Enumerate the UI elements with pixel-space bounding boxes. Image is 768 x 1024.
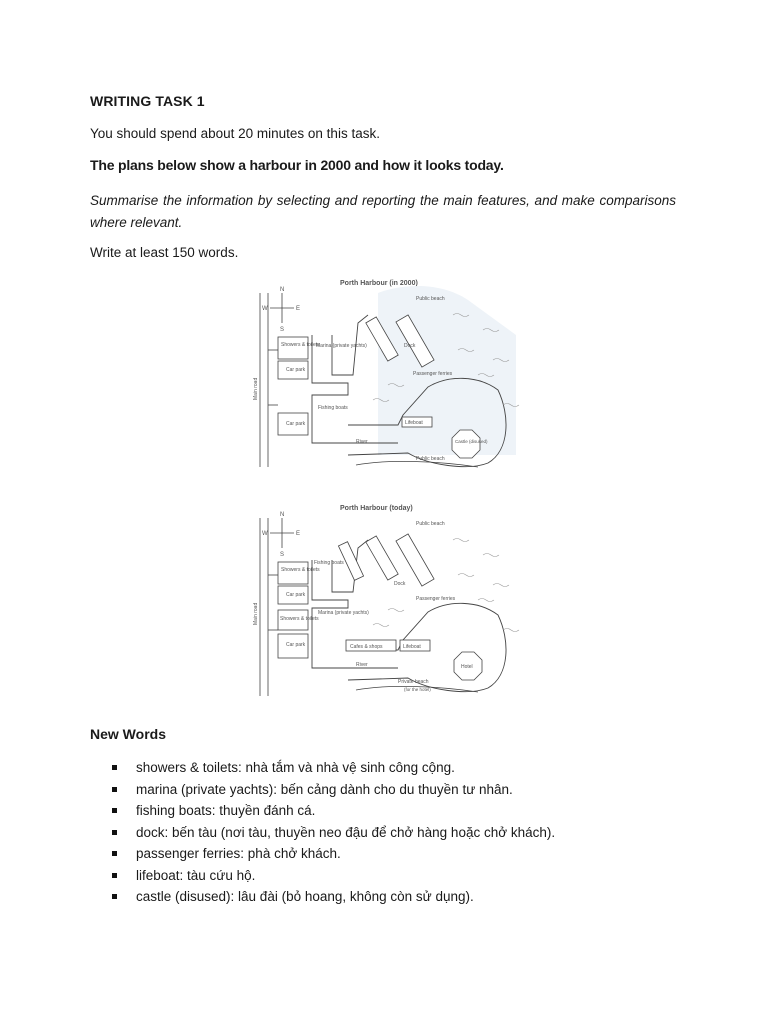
- svg-text:River: River: [356, 439, 368, 445]
- harbour-map-today: [248, 500, 520, 696]
- bullet-icon: [112, 787, 117, 792]
- svg-text:Showers & toilets: Showers & toilets: [281, 567, 320, 573]
- svg-text:Dock: Dock: [404, 343, 416, 349]
- new-words-list: [112, 757, 555, 908]
- svg-text:Castle (disused): Castle (disused): [455, 439, 488, 444]
- road-label: Main road: [253, 377, 259, 400]
- svg-text:N: N: [280, 287, 285, 293]
- svg-text:Public beach: Public beach: [416, 456, 445, 462]
- svg-text:Hotel: Hotel: [461, 664, 473, 670]
- svg-text:(for the hotel): (for the hotel): [404, 687, 431, 692]
- list-item: passenger ferries: phà chở khách.: [112, 843, 555, 865]
- bullet-icon: [112, 830, 117, 835]
- task-instruction: Summarise the information by selecting and reporting the main features, and make comparisons where relevant.: [90, 193, 676, 230]
- svg-text:Showers & toilets: Showers & toilets: [281, 342, 320, 348]
- svg-text:Private beach: Private beach: [398, 679, 429, 685]
- svg-text:S: S: [280, 327, 285, 333]
- svg-text:E: E: [296, 306, 301, 312]
- svg-text:Car park: Car park: [286, 367, 306, 373]
- svg-text:Car park: Car park: [286, 421, 306, 427]
- map-title: Porth Harbour (today): [340, 505, 413, 512]
- svg-text:Passenger ferries: Passenger ferries: [416, 596, 456, 602]
- svg-text:Marina (private yachts): Marina (private yachts): [316, 343, 367, 349]
- svg-text:Public beach: Public beach: [416, 521, 445, 527]
- list-item: fishing boats: thuyền đánh cá.: [112, 800, 555, 822]
- bullet-icon: [112, 808, 117, 813]
- bullet-icon: [112, 851, 117, 856]
- svg-text:Dock: Dock: [394, 581, 406, 587]
- task-prompt: The plans below show a harbour in 2000 and how it looks today.: [90, 157, 504, 173]
- svg-text:Car park: Car park: [286, 592, 306, 598]
- bullet-icon: [112, 765, 117, 770]
- svg-text:Marina (private yachts): Marina (private yachts): [318, 610, 369, 616]
- svg-text:Fishing boats: Fishing boats: [314, 560, 344, 566]
- svg-text:Showers & toilets: Showers & toilets: [280, 616, 319, 622]
- svg-text:Lifeboat: Lifeboat: [403, 644, 421, 650]
- task-heading: WRITING TASK 1: [90, 93, 205, 109]
- list-item: dock: bến tàu (nơi tàu, thuyền neo đậu để chở hàng hoặc chở khách).: [112, 822, 555, 844]
- svg-text:River: River: [356, 662, 368, 668]
- svg-text:S: S: [280, 552, 285, 558]
- time-instruction: You should spend about 20 minutes on this task.: [90, 126, 380, 141]
- svg-text:Public beach: Public beach: [416, 296, 445, 302]
- bullet-icon: [112, 894, 117, 899]
- svg-text:Car park: Car park: [286, 642, 306, 648]
- road-label: Main road: [253, 602, 259, 625]
- svg-text:Passenger ferries: Passenger ferries: [413, 371, 453, 377]
- new-words-heading: New Words: [90, 726, 166, 742]
- bullet-icon: [112, 873, 117, 878]
- svg-text:Lifeboat: Lifeboat: [405, 420, 423, 426]
- svg-text:N: N: [280, 512, 285, 518]
- svg-text:W: W: [262, 306, 268, 312]
- harbour-map-2000: [248, 275, 520, 471]
- map-title: Porth Harbour (in 2000): [340, 280, 418, 287]
- svg-text:Fishing boats: Fishing boats: [318, 405, 348, 411]
- list-item: showers & toilets: nhà tắm và nhà vệ sinh công cộng.: [112, 757, 555, 779]
- svg-text:E: E: [296, 531, 301, 537]
- list-item: marina (private yachts): bến cảng dành cho du thuyền tư nhân.: [112, 779, 555, 801]
- list-item: castle (disused): lâu đài (bỏ hoang, không còn sử dụng).: [112, 886, 555, 908]
- svg-text:Cafes & shops: Cafes & shops: [350, 644, 383, 650]
- svg-text:W: W: [262, 531, 268, 537]
- list-item: lifeboat: tàu cứu hộ.: [112, 865, 555, 887]
- word-count-instruction: Write at least 150 words.: [90, 245, 239, 260]
